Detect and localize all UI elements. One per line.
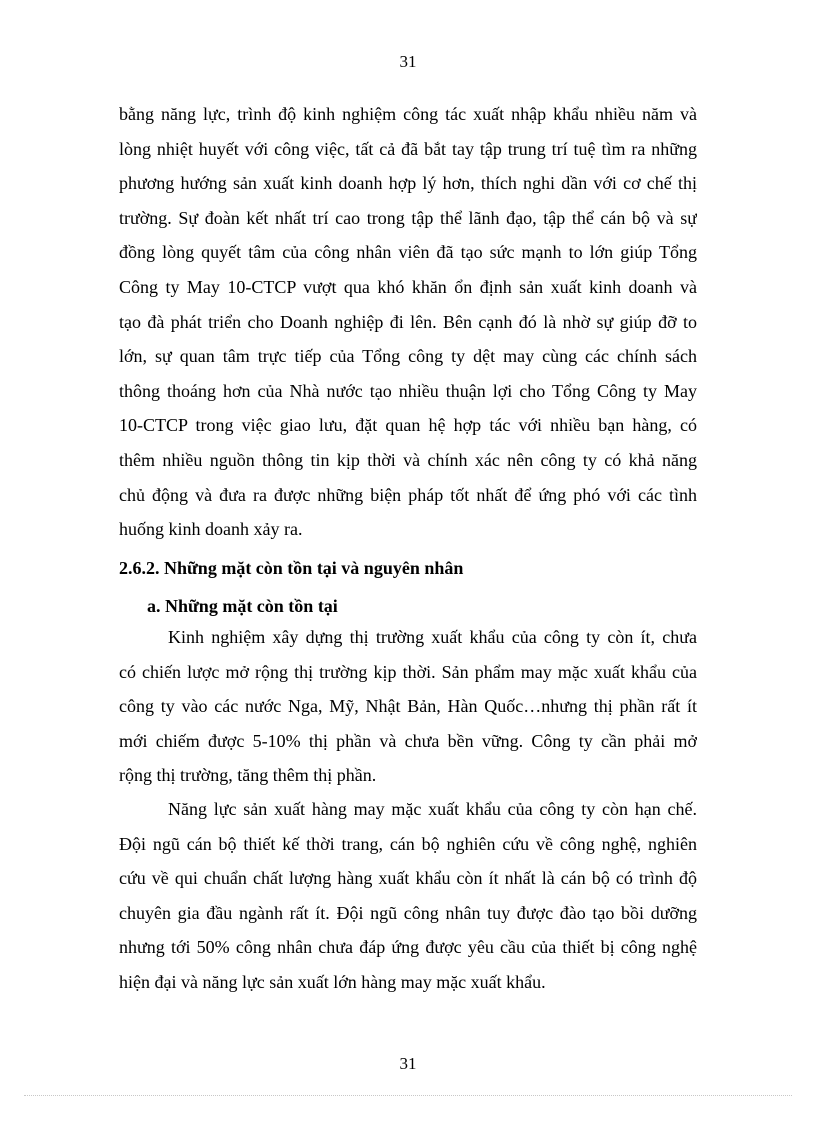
paragraph-line: lòng nhiệt huyết với công việc, tất cả đã bắt tay tập trung trí tuệ tìm ra những xyxy=(119,138,697,159)
paragraph-line: Năng lực sản xuất hàng may mặc xuất khẩu của công ty còn hạn chế. xyxy=(168,799,697,819)
paragraph-line: 10-CTCP trong việc giao lưu, đặt quan hệ hợp tác với nhiều bạn hàng, có xyxy=(119,415,697,436)
paragraph-line: có chiến lược mở rộng thị trường kịp thời. Sản phẩm may mặc xuất khẩu của xyxy=(119,661,697,682)
paragraph-line: lớn, sự quan tâm trực tiếp của Tổng công ty dệt may cùng các chính sách xyxy=(119,346,697,367)
paragraph-line: đồng lòng quyết tâm của công nhân viên đã tạo sức mạnh to lớn giúp Tổng xyxy=(119,242,697,263)
paragraph-line: Công ty May 10-CTCP vượt qua khó khăn ổn định sản xuất kinh doanh và xyxy=(119,276,697,297)
paragraph-line: chủ động và đưa ra được những biện pháp tốt nhất để ứng phó với các tình xyxy=(119,484,697,505)
paragraph-1 xyxy=(119,97,697,547)
paragraph-line: Đội ngũ cán bộ thiết kế thời trang, cán bộ nghiên cứu về công nghệ, nghiên xyxy=(119,833,697,854)
paragraph-line: trường. Sự đoàn kết nhất trí cao trong tập thể lãnh đạo, tập thể cán bộ và sự xyxy=(119,207,697,228)
paragraph-line: bằng năng lực, trình độ kinh nghiệm công tác xuất nhập khẩu nhiều năm và xyxy=(119,104,697,124)
paragraph-line: chuyên gia đầu ngành rất ít. Đội ngũ công nhân tuy được đào tạo bồi dưỡng xyxy=(119,902,697,923)
page-number-top: 31 xyxy=(399,52,417,71)
page-number-bottom: 31 xyxy=(399,1054,417,1073)
paragraph-line: cứu về qui chuẩn chất lượng hàng xuất khẩu còn ít nhất là cán bộ có trình độ xyxy=(119,868,697,889)
paragraph-line: nhưng tới 50% công nhân chưa đáp ứng được yêu cầu của thiết bị công nghệ xyxy=(119,937,697,958)
paragraph-line: thêm nhiều nguồn thông tin kịp thời và chính xác nên công ty có khả năng xyxy=(119,449,697,470)
paragraph-line: công ty vào các nước Nga, Mỹ, Nhật Bản, Hàn Quốc…nhưng thị phần rất ít xyxy=(119,696,697,717)
paragraph-line: hiện đại và năng lực sản xuất lớn hàng may mặc xuất khẩu. xyxy=(119,971,546,992)
paragraph-2 xyxy=(119,620,697,793)
paragraph-line: huống kinh doanh xảy ra. xyxy=(119,519,303,540)
paragraph-line: phương hướng sản xuất kinh doanh hợp lý hơn, thích nghi dần với cơ chế thị xyxy=(119,173,697,194)
paragraph-line: thông thoáng hơn của Nhà nước tạo nhiều thuận lợi cho Tổng Công ty May xyxy=(119,380,697,401)
section-heading: 2.6.2. Những mặt còn tồn tại và nguyên nhân xyxy=(119,558,464,578)
paragraph-line: Kinh nghiệm xây dựng thị trường xuất khẩu của công ty còn ít, chưa xyxy=(168,627,697,647)
paragraph-line: tạo đà phát triển cho Doanh nghiệp đi lên. Bên cạnh đó là nhờ sự giúp đỡ to xyxy=(119,311,697,332)
paragraph-line: mới chiếm được 5-10% thị phần và chưa bền vững. Công ty cần phải mở xyxy=(119,730,697,751)
footer-divider xyxy=(24,1095,792,1096)
paragraph-3 xyxy=(119,792,697,1000)
paragraph-line: rộng thị trường, tăng thêm thị phần. xyxy=(119,765,377,786)
subsection-heading: a. Những mặt còn tồn tại xyxy=(147,596,338,616)
